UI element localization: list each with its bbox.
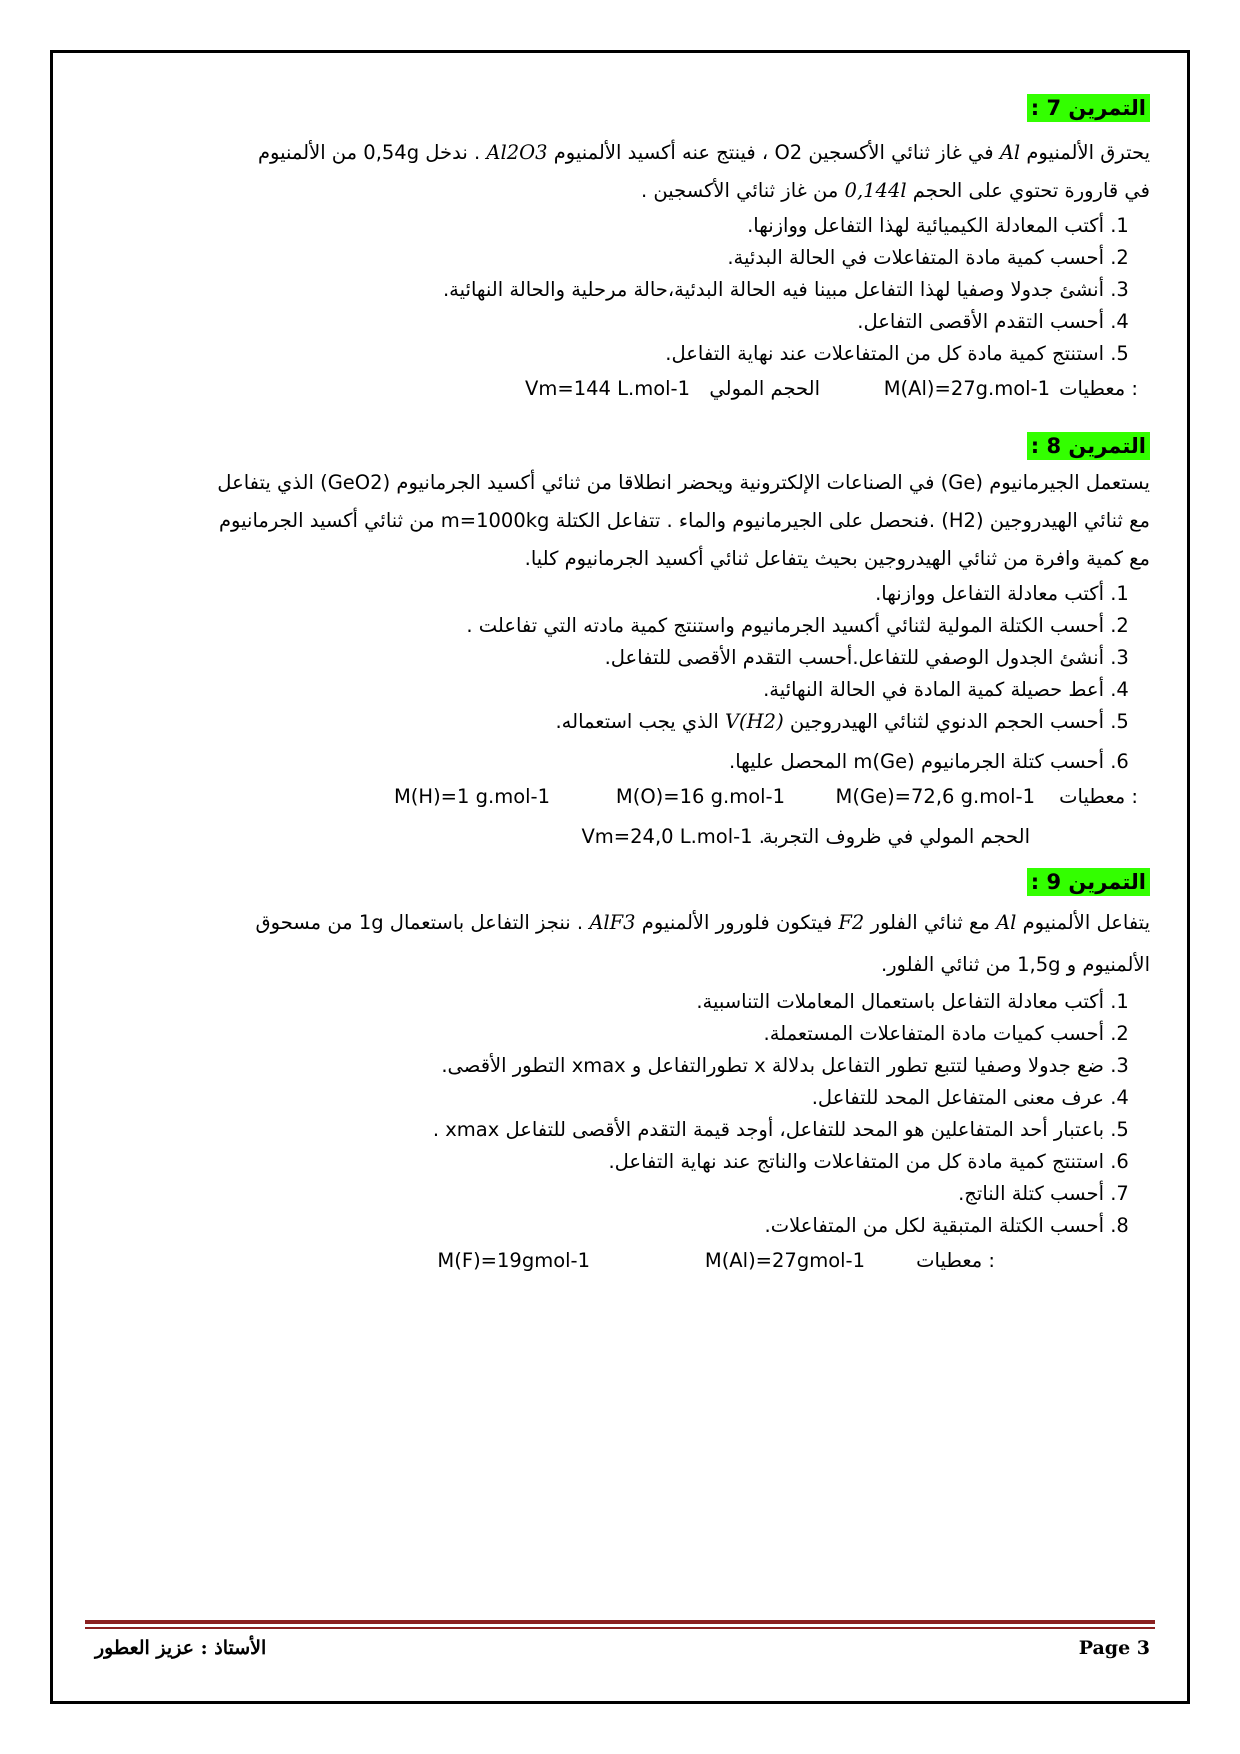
footer-divider xyxy=(85,1627,1155,1629)
given-label: معطيات : xyxy=(1059,377,1138,400)
page-number: Page 3 xyxy=(1078,1637,1150,1659)
list-item: 4. عرف معنى المتفاعل المحد للتفاعل. xyxy=(90,1082,1104,1114)
given-value: M(Al)=27g.mol-1 xyxy=(883,377,1050,400)
list-item: 2. أحسب كمية مادة المتفاعلات في الحالة البدئية. xyxy=(90,242,1104,274)
given-label: الحجم المولي xyxy=(709,377,820,400)
list-item: 6. استنتج كمية مادة كل من المتفاعلات والناتج عند نهاية التفاعل. xyxy=(90,1146,1104,1178)
given-label: معطيات : xyxy=(916,1249,995,1272)
exercise-7-given xyxy=(90,370,1150,410)
list-item: 5. أحسب الحجم الدنوي لثنائي الهيدروجين V(H2) الذي يجب استعماله. xyxy=(90,706,1104,738)
list-item: 4. أحسب التقدم الأقصى التفاعل. xyxy=(90,306,1104,338)
footer-divider xyxy=(85,1620,1155,1624)
exercise-9-given xyxy=(90,1242,1150,1282)
exercise-9-questions xyxy=(90,986,1150,1242)
list-item: 3. أنشئ الجدول الوصفي للتفاعل.أحسب التقدم الأقصى للتفاعل. xyxy=(90,642,1104,674)
given-value: Vm=24,0 L.mol-1 . xyxy=(581,825,765,848)
given-value: M(O)=16 g.mol-1 xyxy=(615,785,785,808)
list-item: 3. أنشئ جدولا وصفيا لهذا التفاعل مبينا فيه الحالة البدئية،حالة مرحلية والحالة النهائية. xyxy=(90,274,1104,306)
exercise-7-title: التمرين 7 : xyxy=(90,94,1150,122)
exercise-7-questions xyxy=(90,210,1150,370)
list-item: 1. أكتب معادلة التفاعل ووازنها. xyxy=(90,578,1104,610)
exercise-9-title: التمرين 9 : xyxy=(90,868,1150,896)
given-label: معطيات : xyxy=(1059,785,1138,808)
given-value: M(Ge)=72,6 g.mol-1 xyxy=(835,785,1035,808)
list-item: 5. استنتج كمية مادة كل من المتفاعلات عند نهاية التفاعل. xyxy=(90,338,1104,370)
given-value: Vm=144 L.mol-1 xyxy=(525,377,690,400)
exercise-9-statement: يتفاعل الألمنيوم Al مع ثنائي الفلور F2 فيتكون فلورور الألمنيوم AlF3 . ننجز التفاعل باستعمال 1g من مسحوق الألمنيوم و 1,5g من ثنائي الفلور. xyxy=(255,911,1150,976)
exercise-8-title: التمرين 8 : xyxy=(90,432,1150,460)
given-value: M(Al)=27gmol-1 xyxy=(704,1249,865,1272)
exercise-8-given-vm xyxy=(90,818,1150,858)
list-item: 2. أحسب كميات مادة المتفاعلات المستعملة. xyxy=(90,1018,1104,1050)
list-item: 7. أحسب كتلة الناتج. xyxy=(90,1178,1104,1210)
list-item: 6. أحسب كتلة الجرمانيوم m(Ge) المحصل عليها. xyxy=(90,746,1104,778)
given-label: الحجم المولي في ظروف التجربة xyxy=(762,825,1030,848)
worksheet-content xyxy=(90,88,1150,1282)
list-item: 1. أكتب معادلة التفاعل باستعمال المعاملات التناسبية. xyxy=(90,986,1104,1018)
list-item: 3. ضع جدولا وصفيا لتتبع تطور التفاعل بدلالة x تطورالتفاعل و xmax التطور الأقصى. xyxy=(90,1050,1104,1082)
footer-author: الأستاذ : عزيز العطور xyxy=(95,1637,267,1659)
exercise-7-statement: يحترق الألمنيوم Al في غاز ثنائي الأكسجين O2 ، فينتج عنه أكسيد الألمنيوم Al2O3 . ندخل 0,54g من الألمنيوم في قارورة تحتوي على الحجم 0,144l من غاز ثنائي الأكسجين . xyxy=(257,141,1150,202)
exercise-8-statement: يستعمل الجيرمانيوم (Ge) في الصناعات الإلكترونية ويحضر انطلاقا من ثنائي أكسيد الجرمانيوم (GeO2) الذي يتفاعل مع ثنائي الهيدروجين (H2) .فنحصل على الجيرمانيوم والماء . تتفاعل الكتلة m=1000kg من ثنائي أكسيد الجرمانيوم مع كمية وافرة من ثنائي الهيدروجين بحيث يتفاعل ثنائي أكسيد الجرمانيوم كليا. xyxy=(217,471,1150,570)
list-item: 2. أحسب الكتلة المولية لثنائي أكسيد الجرمانيوم واستنتج كمية مادته التي تفاعلت . xyxy=(90,610,1104,642)
list-item: 5. باعتبار أحد المتفاعلين هو المحد للتفاعل، أوجد قيمة التقدم الأقصى للتفاعل xmax . xyxy=(90,1114,1104,1146)
list-item: 8. أحسب الكتلة المتبقية لكل من المتفاعلات. xyxy=(90,1210,1104,1242)
list-item: 1. أكتب المعادلة الكيميائية لهذا التفاعل ووازنها. xyxy=(90,210,1104,242)
given-value: M(F)=19gmol-1 xyxy=(437,1249,590,1272)
given-value: M(H)=1 g.mol-1 xyxy=(393,785,550,808)
exercise-8-given xyxy=(90,778,1150,818)
exercise-8-questions xyxy=(90,578,1150,778)
list-item: 4. أعط حصيلة كمية المادة في الحالة النهائية. xyxy=(90,674,1104,706)
